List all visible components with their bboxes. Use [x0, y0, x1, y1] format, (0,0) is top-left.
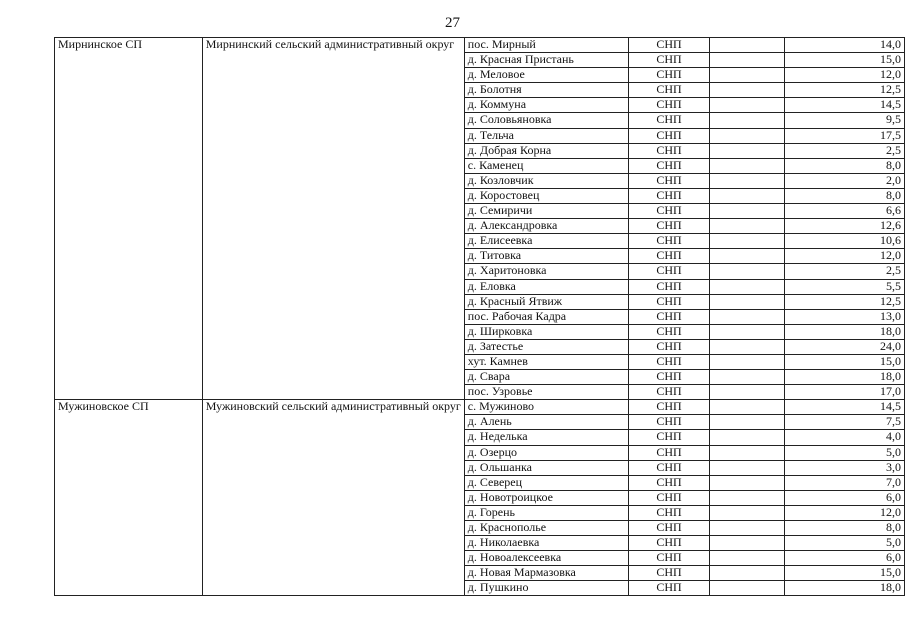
locality-type: СНП: [628, 505, 709, 520]
distance-value: 18,0: [784, 581, 904, 596]
distance-value: 8,0: [784, 158, 904, 173]
locality-name: д. Козловчик: [464, 173, 628, 188]
locality-name: д. Неделька: [464, 430, 628, 445]
distance-value: 2,5: [784, 143, 904, 158]
empty-cell: [710, 354, 785, 369]
distance-value: 17,5: [784, 128, 904, 143]
locality-type: СНП: [628, 234, 709, 249]
locality-name: д. Краснополье: [464, 521, 628, 536]
locality-name: хут. Камнев: [464, 354, 628, 369]
locality-type: СНП: [628, 581, 709, 596]
locality-name: д. Еловка: [464, 279, 628, 294]
distance-value: 5,0: [784, 445, 904, 460]
locality-type: СНП: [628, 430, 709, 445]
locality-name: пос. Рабочая Кадра: [464, 309, 628, 324]
empty-cell: [710, 385, 785, 400]
distance-value: 6,0: [784, 551, 904, 566]
locality-type: СНП: [628, 113, 709, 128]
distance-value: 14,5: [784, 98, 904, 113]
empty-cell: [710, 53, 785, 68]
table-row: [55, 38, 905, 53]
locality-type: СНП: [628, 68, 709, 83]
locality-name: пос. Узровье: [464, 385, 628, 400]
locality-type: СНП: [628, 415, 709, 430]
empty-cell: [710, 143, 785, 158]
locality-type: СНП: [628, 294, 709, 309]
locality-name: д. Новотроицкое: [464, 490, 628, 505]
distance-value: 15,0: [784, 53, 904, 68]
empty-cell: [710, 415, 785, 430]
locality-name: д. Красный Ятвиж: [464, 294, 628, 309]
locality-type: СНП: [628, 173, 709, 188]
locality-type: СНП: [628, 354, 709, 369]
distance-value: 2,0: [784, 173, 904, 188]
empty-cell: [710, 204, 785, 219]
distance-value: 12,0: [784, 249, 904, 264]
locality-name: д. Новая Мармазовка: [464, 566, 628, 581]
locality-type: СНП: [628, 536, 709, 551]
empty-cell: [710, 566, 785, 581]
empty-cell: [710, 400, 785, 415]
settlements-table: [54, 37, 905, 596]
distance-value: 5,5: [784, 279, 904, 294]
locality-name: д. Елисеевка: [464, 234, 628, 249]
locality-name: д. Горень: [464, 505, 628, 520]
empty-cell: [710, 83, 785, 98]
locality-type: СНП: [628, 475, 709, 490]
locality-type: СНП: [628, 128, 709, 143]
locality-name: д. Северец: [464, 475, 628, 490]
locality-name: д. Коммуна: [464, 98, 628, 113]
locality-name: д. Николаевка: [464, 536, 628, 551]
distance-value: 14,0: [784, 38, 904, 53]
empty-cell: [710, 68, 785, 83]
empty-cell: [710, 445, 785, 460]
locality-name: пос. Мирный: [464, 38, 628, 53]
locality-name: д. Тельча: [464, 128, 628, 143]
distance-value: 15,0: [784, 354, 904, 369]
locality-type: СНП: [628, 158, 709, 173]
locality-type: СНП: [628, 309, 709, 324]
locality-name: д. Соловьяновка: [464, 113, 628, 128]
empty-cell: [710, 264, 785, 279]
locality-name: д. Семиричи: [464, 204, 628, 219]
locality-type: СНП: [628, 38, 709, 53]
administrative-district-name: Мирнинский сельский административный округ: [202, 38, 464, 400]
locality-type: СНП: [628, 204, 709, 219]
locality-name: с. Мужиново: [464, 400, 628, 415]
locality-type: СНП: [628, 400, 709, 415]
locality-name: д. Свара: [464, 370, 628, 385]
empty-cell: [710, 249, 785, 264]
locality-name: д. Коростовец: [464, 188, 628, 203]
locality-name: с. Каменец: [464, 158, 628, 173]
distance-value: 7,0: [784, 475, 904, 490]
locality-type: СНП: [628, 264, 709, 279]
distance-value: 10,6: [784, 234, 904, 249]
locality-type: СНП: [628, 98, 709, 113]
empty-cell: [710, 430, 785, 445]
distance-value: 15,0: [784, 566, 904, 581]
empty-cell: [710, 370, 785, 385]
empty-cell: [710, 188, 785, 203]
empty-cell: [710, 490, 785, 505]
empty-cell: [710, 128, 785, 143]
locality-type: СНП: [628, 551, 709, 566]
distance-value: 4,0: [784, 430, 904, 445]
distance-value: 6,0: [784, 490, 904, 505]
locality-type: СНП: [628, 324, 709, 339]
locality-name: д. Затестье: [464, 339, 628, 354]
administrative-district-name: Мужиновский сельский административный округ: [202, 400, 464, 596]
distance-value: 18,0: [784, 370, 904, 385]
distance-value: 17,0: [784, 385, 904, 400]
distance-value: 8,0: [784, 188, 904, 203]
empty-cell: [710, 113, 785, 128]
empty-cell: [710, 309, 785, 324]
empty-cell: [710, 219, 785, 234]
locality-name: д. Титовка: [464, 249, 628, 264]
distance-value: 2,5: [784, 264, 904, 279]
locality-name: д. Ольшанка: [464, 460, 628, 475]
locality-name: д. Озерцо: [464, 445, 628, 460]
locality-type: СНП: [628, 566, 709, 581]
empty-cell: [710, 581, 785, 596]
locality-type: СНП: [628, 53, 709, 68]
empty-cell: [710, 339, 785, 354]
locality-type: СНП: [628, 188, 709, 203]
locality-type: СНП: [628, 83, 709, 98]
locality-type: СНП: [628, 460, 709, 475]
distance-value: 8,0: [784, 521, 904, 536]
empty-cell: [710, 551, 785, 566]
empty-cell: [710, 505, 785, 520]
locality-type: СНП: [628, 490, 709, 505]
empty-cell: [710, 158, 785, 173]
rural-settlement-name: Мирнинское СП: [55, 38, 203, 400]
locality-name: д. Ширковка: [464, 324, 628, 339]
distance-value: 7,5: [784, 415, 904, 430]
settlements-table-body: [55, 38, 905, 596]
distance-value: 12,6: [784, 219, 904, 234]
locality-type: СНП: [628, 521, 709, 536]
locality-type: СНП: [628, 249, 709, 264]
empty-cell: [710, 38, 785, 53]
page-number: 27: [445, 15, 460, 31]
locality-name: д. Алень: [464, 415, 628, 430]
distance-value: 5,0: [784, 536, 904, 551]
distance-value: 9,5: [784, 113, 904, 128]
distance-value: 3,0: [784, 460, 904, 475]
locality-name: д. Пушкино: [464, 581, 628, 596]
distance-value: 14,5: [784, 400, 904, 415]
distance-value: 24,0: [784, 339, 904, 354]
locality-type: СНП: [628, 339, 709, 354]
distance-value: 13,0: [784, 309, 904, 324]
empty-cell: [710, 324, 785, 339]
empty-cell: [710, 460, 785, 475]
rural-settlement-name: Мужиновское СП: [55, 400, 203, 596]
locality-type: СНП: [628, 370, 709, 385]
locality-name: д. Александровка: [464, 219, 628, 234]
empty-cell: [710, 173, 785, 188]
distance-value: 18,0: [784, 324, 904, 339]
distance-value: 6,6: [784, 204, 904, 219]
distance-value: 12,5: [784, 294, 904, 309]
empty-cell: [710, 521, 785, 536]
locality-name: д. Красная Пристань: [464, 53, 628, 68]
locality-name: д. Харитоновка: [464, 264, 628, 279]
empty-cell: [710, 536, 785, 551]
table-row: [55, 400, 905, 415]
locality-type: СНП: [628, 219, 709, 234]
locality-type: СНП: [628, 279, 709, 294]
empty-cell: [710, 294, 785, 309]
locality-name: д. Меловое: [464, 68, 628, 83]
locality-name: д. Новоалексеевка: [464, 551, 628, 566]
empty-cell: [710, 234, 785, 249]
locality-name: д. Добрая Корна: [464, 143, 628, 158]
empty-cell: [710, 98, 785, 113]
locality-type: СНП: [628, 143, 709, 158]
empty-cell: [710, 475, 785, 490]
locality-name: д. Болотня: [464, 83, 628, 98]
distance-value: 12,0: [784, 505, 904, 520]
locality-type: СНП: [628, 385, 709, 400]
empty-cell: [710, 279, 785, 294]
distance-value: 12,0: [784, 68, 904, 83]
locality-type: СНП: [628, 445, 709, 460]
distance-value: 12,5: [784, 83, 904, 98]
